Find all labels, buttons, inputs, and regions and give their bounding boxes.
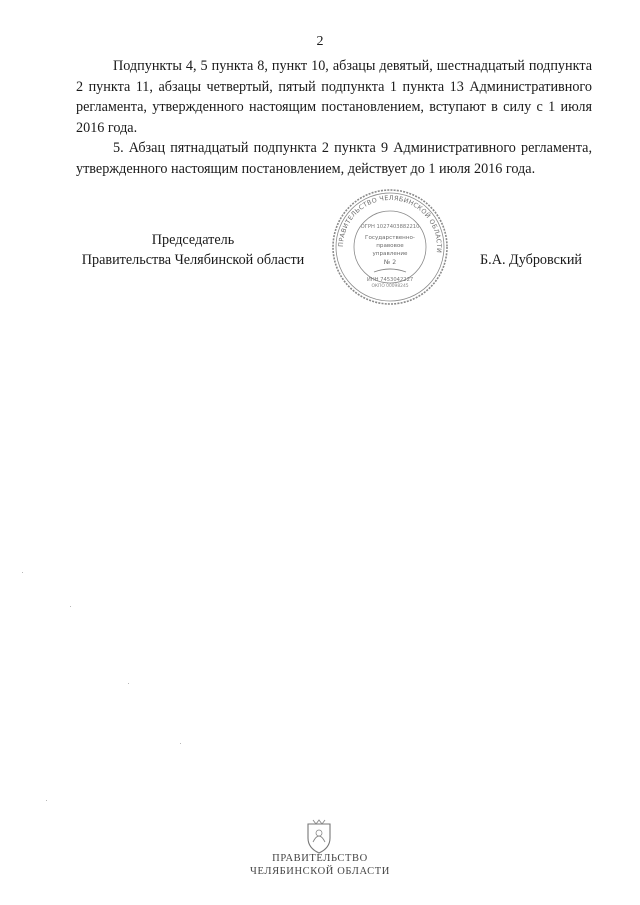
- document-body: [76, 56, 592, 179]
- seal-inner-line-2: правовое: [376, 243, 404, 249]
- scan-speck: [46, 800, 47, 801]
- scan-speck: [70, 606, 71, 607]
- scan-speck: [128, 683, 129, 684]
- seal-inner-line-4: № 2: [383, 259, 397, 266]
- seal-inner-line-1: Государственно-: [365, 235, 415, 241]
- page-number: 2: [316, 34, 324, 49]
- seal-outer-text: ПРАВИТЕЛЬСТВО ЧЕЛЯБИНСКОЙ ОБЛАСТИ: [336, 193, 444, 254]
- paragraph-1: Подпункты 4, 5 пункта 8, пункт 10, абзацы девятый, шестнадцатый подпункта 2 пункта 11, абзацы четвертый, пятый подпункта 1 пункта 13 Административного регламента, утвержденного настоящим постановлением, вступают в силу с 1 июля 2016 года.: [76, 58, 592, 136]
- scan-speck: [22, 572, 23, 573]
- seal-signature-stroke: [374, 269, 406, 272]
- paragraph-2: 5. Абзац пятнадцатый подпункта 2 пункта 9 Административного регламента, утвержденного настоящим постановлением, действует до 1 июля 2016 года.: [76, 140, 592, 177]
- signatory-title-line-1: Председатель: [151, 232, 235, 248]
- footer-line-2: ЧЕЛЯБИНСКОЙ ОБЛАСТИ: [250, 866, 390, 877]
- footer-letterhead: [0, 852, 640, 878]
- seal-inn: ИНН 7453042227: [366, 277, 414, 283]
- scan-speck: [180, 743, 181, 744]
- signatory-title-line-2: Правительства Челябинской области: [81, 252, 305, 268]
- signatory-title: [76, 230, 310, 270]
- official-seal: [330, 188, 450, 306]
- seal-inner-line-3: управление: [372, 251, 408, 257]
- signatory-name: Б.А. Дубровский: [480, 252, 583, 268]
- coat-of-arms-icon: [304, 818, 334, 856]
- seal-okpo: ОКПО 00098245: [371, 284, 409, 289]
- seal-ogrn: ОГРН 1027403882210: [360, 224, 420, 230]
- footer-line-1: ПРАВИТЕЛЬСТВО: [272, 853, 368, 864]
